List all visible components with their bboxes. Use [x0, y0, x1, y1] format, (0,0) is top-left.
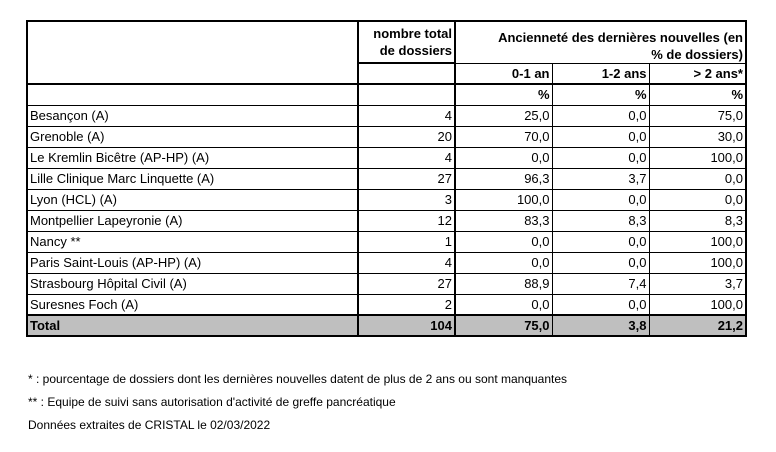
row-total: 20 [358, 126, 455, 147]
row-label: Lille Clinique Marc Linquette (A) [27, 168, 358, 189]
row-label: Le Kremlin Bicêtre (AP-HP) (A) [27, 147, 358, 168]
row-pct-gt2: 100,0 [649, 294, 746, 315]
row-pct-1-2: 3,7 [552, 168, 649, 189]
unit-c: % [649, 84, 746, 105]
row-total: 12 [358, 210, 455, 231]
row-total: 1 [358, 231, 455, 252]
table-row [27, 294, 746, 315]
row-pct-1-2: 0,0 [552, 126, 649, 147]
row-label: Grenoble (A) [27, 126, 358, 147]
total-row [27, 315, 746, 336]
row-label: Nancy ** [27, 231, 358, 252]
total-pct-1-2: 3,8 [552, 315, 649, 336]
row-pct-1-2: 0,0 [552, 252, 649, 273]
unit-empty-total [358, 84, 455, 105]
unit-row [27, 84, 746, 105]
header-total-line2: de dossiers [379, 43, 452, 58]
row-pct-1-2: 0,0 [552, 147, 649, 168]
footnote-percent: * : pourcentage de dossiers dont les dernières nouvelles datent de plus de 2 ans ou sont manquantes [28, 372, 568, 386]
table-row [27, 168, 746, 189]
table-row [27, 105, 746, 126]
unit-b: % [552, 84, 649, 105]
row-pct-gt2: 100,0 [649, 147, 746, 168]
row-pct-1-2: 0,0 [552, 294, 649, 315]
row-label: Besançon (A) [27, 105, 358, 126]
row-pct-0-1: 0,0 [455, 231, 552, 252]
unit-empty-label [27, 84, 358, 105]
row-pct-0-1: 0,0 [455, 294, 552, 315]
row-pct-1-2: 7,4 [552, 273, 649, 294]
row-label: Strasbourg Hôpital Civil (A) [27, 273, 358, 294]
row-pct-0-1: 25,0 [455, 105, 552, 126]
table-row [27, 126, 746, 147]
row-label: Suresnes Foch (A) [27, 294, 358, 315]
row-total: 27 [358, 273, 455, 294]
source-note: Données extraites de CRISTAL le 02/03/2022 [28, 418, 271, 432]
row-pct-gt2: 3,7 [649, 273, 746, 294]
row-pct-1-2: 0,0 [552, 105, 649, 126]
table-row [27, 231, 746, 252]
row-pct-gt2: 100,0 [649, 252, 746, 273]
header-subcol-gt2: > 2 ans* [649, 63, 746, 84]
row-label: Paris Saint-Louis (AP-HP) (A) [27, 252, 358, 273]
header-group-line1: Ancienneté des dernières nouvelles (en [498, 29, 743, 45]
header-subcol-0-1: 0-1 an [455, 63, 552, 84]
header-empty-cell [27, 21, 358, 84]
row-pct-gt2: 0,0 [649, 168, 746, 189]
row-pct-0-1: 83,3 [455, 210, 552, 231]
total-count: 104 [358, 315, 455, 336]
row-pct-gt2: 100,0 [649, 231, 746, 252]
row-pct-1-2: 0,0 [552, 231, 649, 252]
row-pct-0-1: 88,9 [455, 273, 552, 294]
table-row [27, 210, 746, 231]
row-pct-gt2: 30,0 [649, 126, 746, 147]
row-pct-1-2: 8,3 [552, 210, 649, 231]
header-subcol-1-2: 1-2 ans [552, 63, 649, 84]
row-pct-0-1: 100,0 [455, 189, 552, 210]
row-total: 3 [358, 189, 455, 210]
total-pct-gt2: 21,2 [649, 315, 746, 336]
table-row [27, 273, 746, 294]
row-pct-gt2: 75,0 [649, 105, 746, 126]
row-total: 2 [358, 294, 455, 315]
header-anciennete-group [455, 21, 746, 63]
row-label: Montpellier Lapeyronie (A) [27, 210, 358, 231]
data-table [26, 20, 747, 337]
unit-a: % [455, 84, 552, 105]
header-total-line1: nombre total [373, 26, 452, 41]
row-pct-gt2: 0,0 [649, 189, 746, 210]
row-total: 4 [358, 147, 455, 168]
row-pct-0-1: 70,0 [455, 126, 552, 147]
header-total-dossiers [358, 21, 455, 63]
row-pct-0-1: 0,0 [455, 252, 552, 273]
total-label: Total [27, 315, 358, 336]
row-pct-1-2: 0,0 [552, 189, 649, 210]
row-pct-0-1: 96,3 [455, 168, 552, 189]
footnote-nancy: ** : Equipe de suivi sans autorisation d'activité de greffe pancréatique [28, 395, 396, 409]
header-group-line2: % de dossiers) [651, 46, 743, 62]
table-row [27, 189, 746, 210]
table-row [27, 252, 746, 273]
row-total: 4 [358, 252, 455, 273]
table-row [27, 147, 746, 168]
row-label: Lyon (HCL) (A) [27, 189, 358, 210]
row-pct-gt2: 8,3 [649, 210, 746, 231]
total-pct-0-1: 75,0 [455, 315, 552, 336]
header-subcol-empty [358, 63, 455, 84]
row-pct-0-1: 0,0 [455, 147, 552, 168]
header-row-1 [27, 21, 746, 63]
row-total: 27 [358, 168, 455, 189]
row-total: 4 [358, 105, 455, 126]
